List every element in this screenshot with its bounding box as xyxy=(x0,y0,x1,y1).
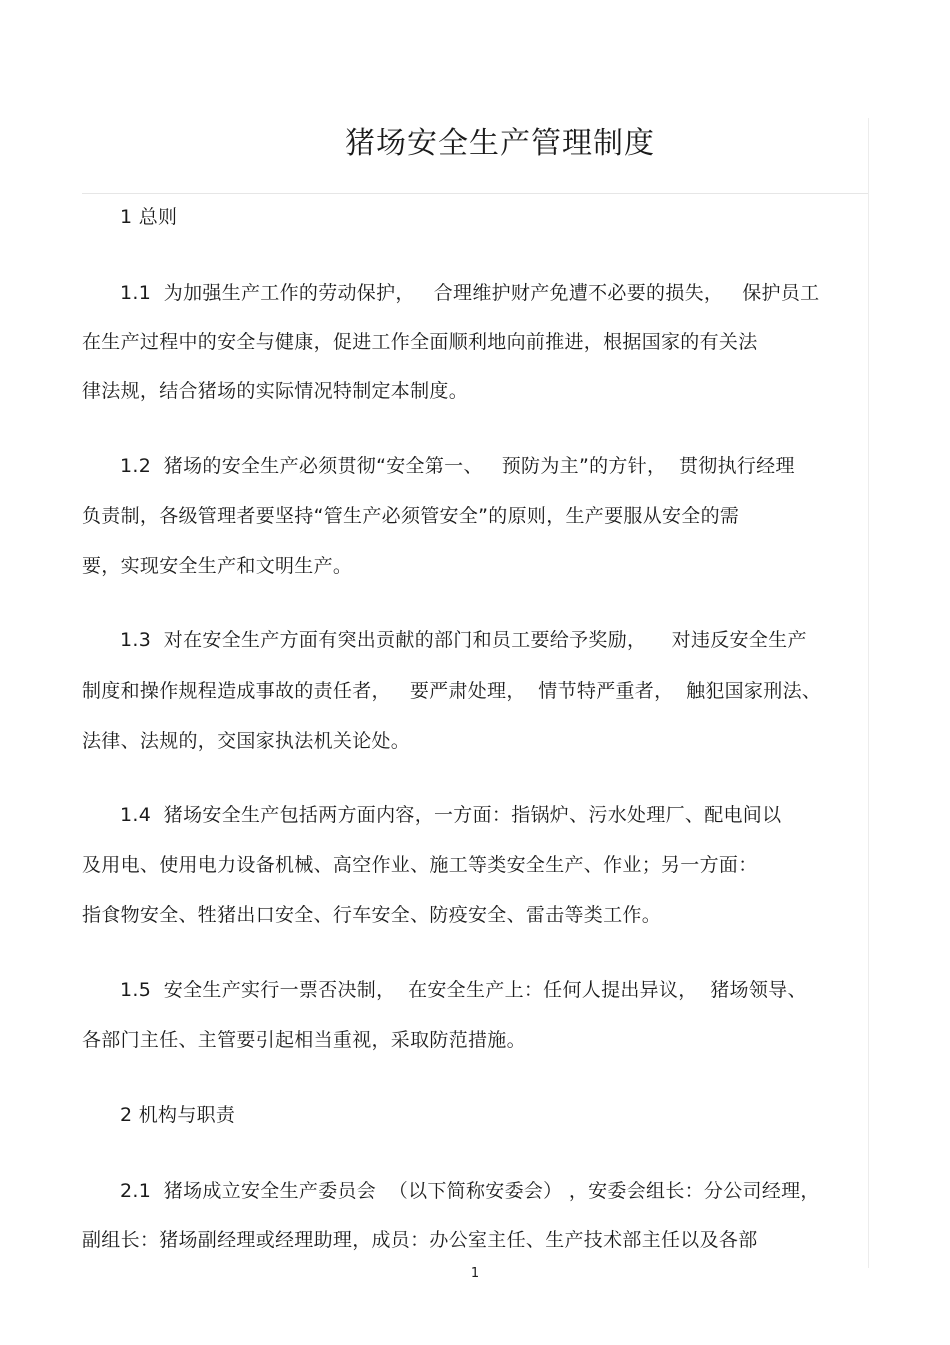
paragraph-line: 1.3 对在安全生产方面有突出贡献的部门和员工要给予奖励， 对违反安全生产 xyxy=(120,629,807,651)
paragraph-line: 法律、法规的，交国家执法机关论处。 xyxy=(82,730,411,752)
paragraph-line: 各部门主任、主管要引起相当重视，采取防范措施。 xyxy=(82,1029,526,1051)
paragraph-line: 2.1 猪场成立安全生产委员会 （以下简称安委会） ，安委会组长：分公司经理， xyxy=(120,1180,820,1202)
paragraph-line: 指食物安全、牲猪出口安全、行车安全、防疫安全、雷击等类工作。 xyxy=(82,904,662,926)
paragraph-line: 律法规，结合猪场的实际情况特制定本制度。 xyxy=(82,380,469,402)
paragraph-line: 负责制，各级管理者要坚持“管生产必须管安全”的原则，生产要服从安全的需 xyxy=(82,505,740,527)
paragraph-line: 1.5 安全生产实行一票否决制， 在安全生产上：任何人提出异议， 猪场领导、 xyxy=(120,979,807,1001)
paragraph-line: 1.4 猪场安全生产包括两方面内容，一方面：指锅炉、污水处理厂、配电间以 xyxy=(120,804,782,826)
header-divider xyxy=(82,193,868,194)
heading-section-2: 2 机构与职责 xyxy=(120,1104,236,1126)
paragraph-line: 1.1 为加强生产工作的劳动保护， 合理维护财产免遭不必要的损失， 保护员工 xyxy=(120,282,820,304)
right-margin-line xyxy=(868,118,869,1268)
heading-section-1: 1 总则 xyxy=(120,206,178,228)
paragraph-line: 要，实现安全生产和文明生产。 xyxy=(82,555,353,577)
paragraph-line: 及用电、使用电力设备机械、高空作业、施工等类安全生产、作业；另一方面： xyxy=(82,854,758,876)
paragraph-line: 制度和操作规程造成事故的责任者， 要严肃处理， 情节特严重者， 触犯国家刑法、 xyxy=(82,680,822,702)
paragraph-line: 在生产过程中的安全与健康，促进工作全面顺利地向前推进，根据国家的有关法 xyxy=(82,331,758,353)
paragraph-line: 副组长：猪场副经理或经理助理，成员：办公室主任、生产技术部主任以及各部 xyxy=(82,1229,758,1251)
document-title: 猪场安全生产管理制度 xyxy=(345,126,655,161)
paragraph-line: 1.2 猪场的安全生产必须贯彻“安全第一、 预防为主”的方针， 贯彻执行经理 xyxy=(120,455,795,477)
page-number: 1 xyxy=(470,1266,480,1281)
